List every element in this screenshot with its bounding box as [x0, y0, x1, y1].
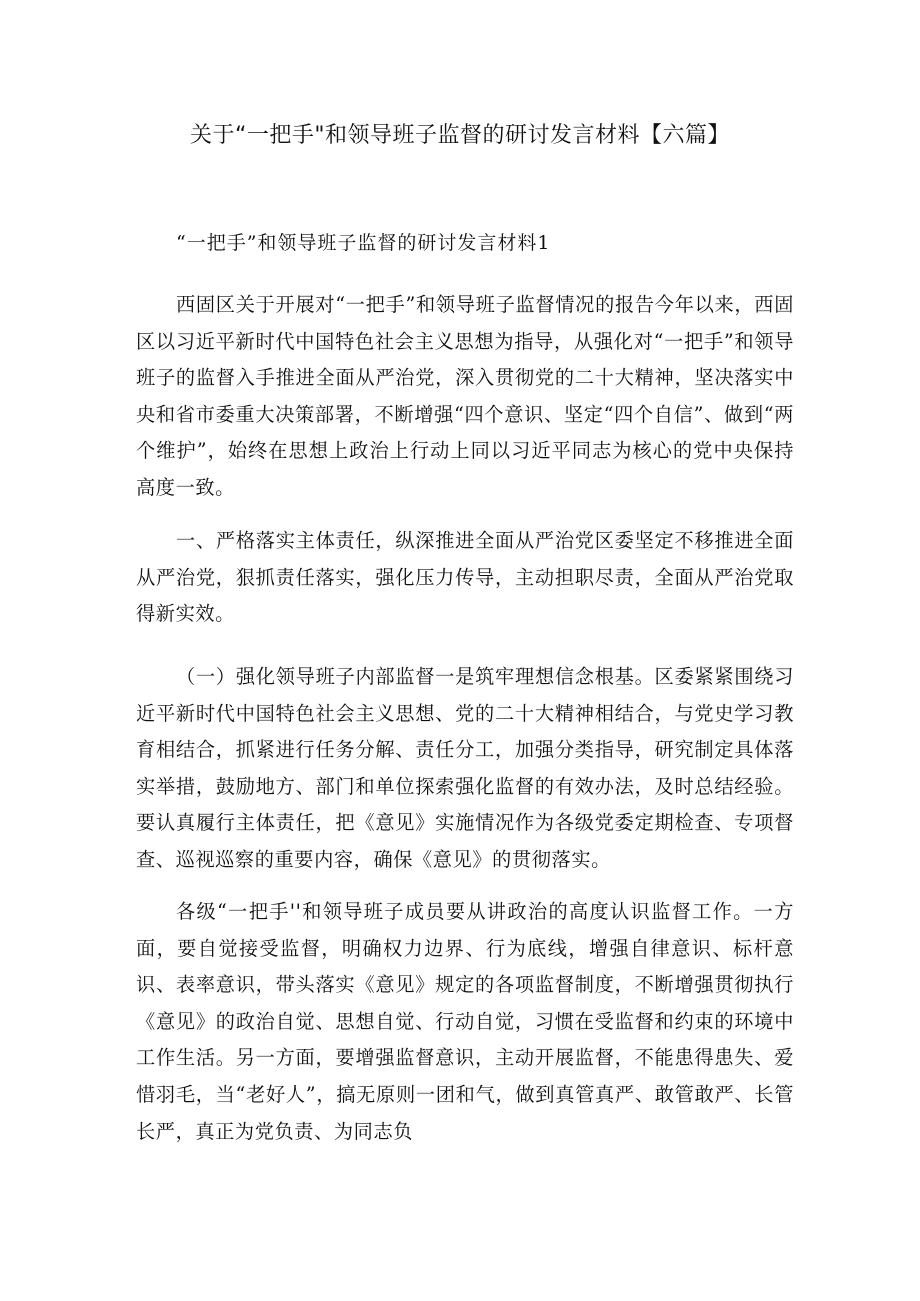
document-title: 关于“一把手"和领导班子监督的研讨发言材料【六篇】	[189, 123, 731, 148]
paragraph-4: 各级“一把手''和领导班子成员要从讲政治的高度认识监督工作。一方面，要自觉接受监督，明确权力边界、行为底线，增强自律意识、标杆意识、表率意识，带头落实《意见》规定的各项监督制度，不断增强贯彻执行《意见》的政治自觉、思想自觉、行动自觉，习惯在受监督和约束的环境中工作生活。另一方面，要增强监督意识，主动开展监督，不能患得患失、爱惜羽毛，当“老好人”，搞无原则一团和气，做到真管真严、敢管敢严、长管长严，真正为党负责、为同志负	[136, 900, 794, 1143]
paragraph-3: （一）强化领导班子内部监督一是筑牢理想信念根基。区委紧紧围绕习近平新时代中国特色社会主义思想、党的二十大精神相结合，与党史学习教育相结合，抓紧进行任务分解、责任分工，加强分类指导，研究制定具体落实举措，鼓励地方、部门和单位探索强化监督的有效办法，及时总结经验。要认真履行主体责任，把《意见》实施情况作为各级党委定期检查、专项督查、巡视巡察的重要内容，确保《意见》的贯彻落实。	[136, 665, 794, 871]
section-subtitle: “一把手”和领导班子监督的研讨发言材料1	[176, 232, 551, 254]
paragraph-1: 西固区关于开展对“一把手”和领导班子监督情况的报告今年以来，西固区以习近平新时代中国特色社会主义思想为指导，从强化对“一把手”和领导班子的监督入手推进全面从严治党，深入贯彻党的二十大精神，坚决落实中央和省市委重大决策部署，不断增强“四个意识、坚定“四个自信”、做到“两个维护”，始终在思想上政治上行动上同以习近平同志为核心的党中央保持高度一致。	[136, 293, 794, 499]
paragraph-2: 一、严格落实主体责任，纵深推进全面从严治党区委坚定不移推进全面从严治党，狠抓责任落实，强化压力传导，主动担职尽责，全面从严治党取得新实效。	[136, 529, 794, 626]
